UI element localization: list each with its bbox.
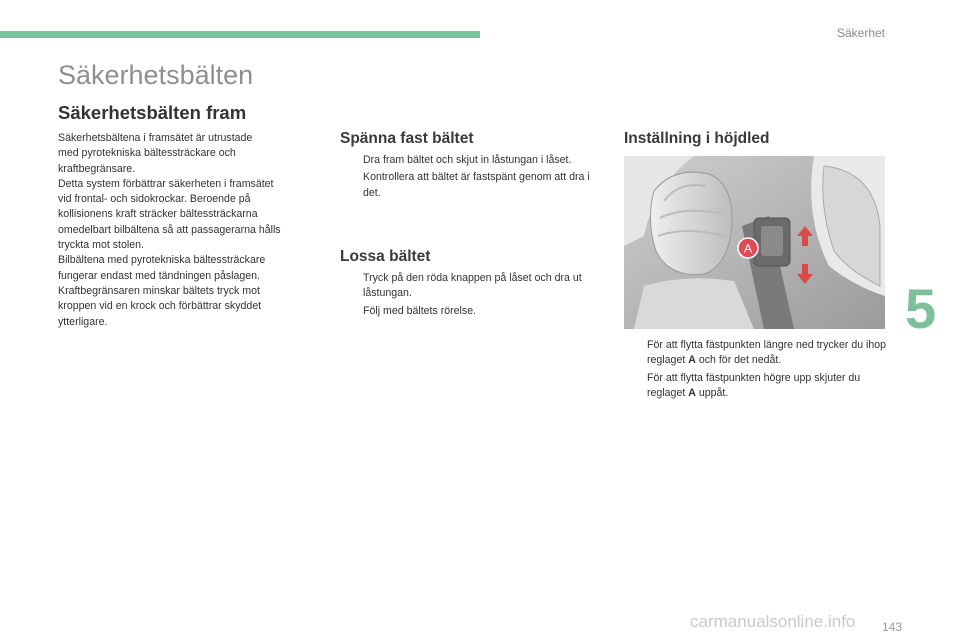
section-subtitle: Säkerhetsbälten fram bbox=[58, 102, 247, 123]
fasten-steps bbox=[341, 153, 605, 203]
release-heading: Lossa bältet bbox=[340, 248, 431, 265]
intro-line: kollisionens kraft sträcker bältessträckarna bbox=[58, 208, 258, 221]
intro-line: Bilbältena med pyrotekniska bältessträckare bbox=[58, 254, 266, 267]
fasten-heading: Spänna fast bältet bbox=[340, 130, 474, 147]
height-adjust-steps bbox=[625, 338, 887, 403]
step-text: För att flytta fästpunkten högre upp skjuter du reglaget A uppåt. bbox=[647, 371, 861, 399]
chapter-number: 5 bbox=[905, 277, 937, 340]
intro-paragraph bbox=[58, 131, 326, 330]
intro-line: omedelbart bilbältena så att passagerarna hålls bbox=[58, 223, 281, 236]
intro-line: vid frontal- och sidokrockar. Beroende på bbox=[58, 193, 251, 206]
watermark: carmanualsonline.info bbox=[690, 612, 856, 631]
list-item bbox=[625, 338, 887, 369]
seatbelt-height-photo bbox=[624, 156, 885, 329]
release-steps bbox=[341, 271, 605, 321]
step-text: Dra fram bältet och skjut in låstungan i låset. bbox=[363, 154, 572, 166]
list-item bbox=[341, 170, 605, 201]
intro-line: Kraftbegränsaren minskar bältets tryck mot bbox=[58, 284, 260, 297]
step-text: Kontrollera att bältet är fastspänt genom att dra i det. bbox=[363, 171, 590, 199]
intro-line: med pyrotekniska bältessträckare och bbox=[58, 147, 236, 160]
height-adjust-heading: Inställning i höjdled bbox=[624, 130, 770, 147]
header-accent-bar bbox=[0, 31, 480, 38]
list-item bbox=[341, 153, 605, 168]
step-text: För att flytta fästpunkten längre ned trycker du ihop reglaget A och för det nedåt. bbox=[647, 339, 887, 367]
step-text: Följ med bältets rörelse. bbox=[363, 304, 477, 317]
intro-line: kraftbegränsare. bbox=[58, 162, 136, 175]
intro-line: fungerar endast med tändningen påslagen. bbox=[58, 269, 261, 282]
photo-label-a: A bbox=[743, 241, 753, 256]
step-text: Tryck på den röda knappen på låset och dra ut låstungan. bbox=[363, 272, 582, 300]
intro-line: ytterligare. bbox=[58, 315, 108, 328]
list-item bbox=[341, 304, 605, 319]
list-item bbox=[625, 371, 887, 402]
intro-line: kroppen vid en krock och förbättrar skyddet bbox=[58, 300, 262, 313]
intro-line: Detta system förbättrar säkerheten i framsätet bbox=[58, 177, 274, 190]
section-label: Säkerhet bbox=[836, 26, 885, 40]
page-number: 143 bbox=[881, 620, 902, 634]
intro-line: Säkerhetsbältena i framsätet är utrustade bbox=[58, 132, 253, 144]
list-item bbox=[341, 271, 605, 302]
page-title: Säkerhetsbälten bbox=[58, 60, 254, 90]
intro-line: tryckta mot stolen. bbox=[58, 239, 144, 252]
